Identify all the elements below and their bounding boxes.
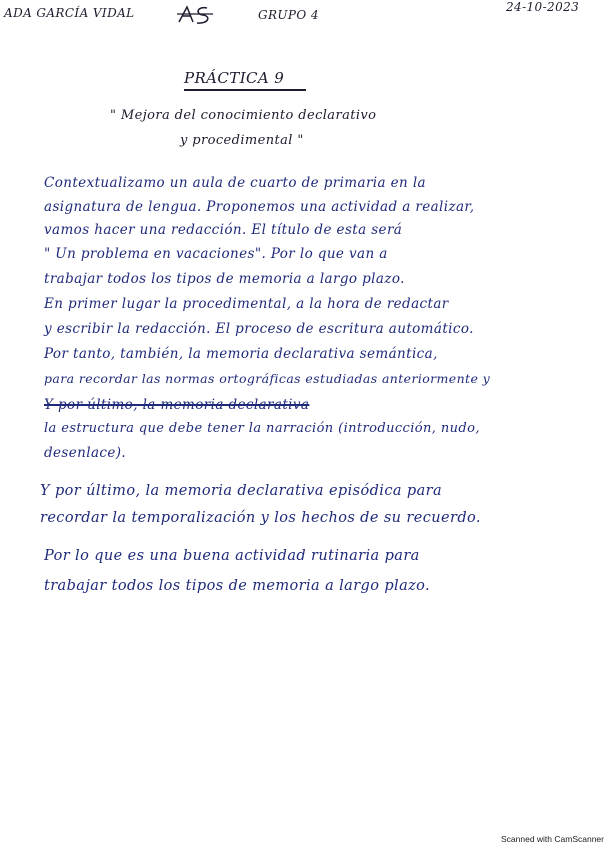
struck-text-line: Y por último, la memoria declarativa	[44, 397, 310, 413]
scanner-watermark: Scanned with CamScanner	[500, 834, 604, 844]
signature-icon	[177, 4, 213, 26]
text-line: Contextualizamo un aula de cuarto de primaria en la	[44, 175, 427, 191]
text-line: asignatura de lengua. Proponemos una actividad a realizar,	[44, 199, 475, 215]
student-name: ADA GARCÍA VIDAL	[4, 6, 135, 20]
text-line: " Un problema en vacaciones". Por lo que van a	[44, 246, 388, 262]
text-line: Por lo que es una buena actividad rutinaria para	[44, 548, 420, 564]
group-label: GRUPO 4	[258, 8, 319, 22]
text-line: trabajar todos los tipos de memoria a largo plazo.	[44, 578, 431, 594]
text-line: Por tanto, también, la memoria declarativa semántica,	[44, 346, 438, 362]
text-line: recordar la temporalización y los hechos de su recuerdo.	[40, 510, 481, 526]
title-underline	[184, 89, 306, 91]
text-line: trabajar todos los tipos de memoria a largo plazo.	[44, 271, 405, 287]
text-line: la estructura que debe tener la narración (introducción, nudo,	[44, 421, 480, 436]
text-line: En primer lugar la procedimental, a la hora de redactar	[44, 296, 449, 312]
text-line: desenlace).	[44, 445, 127, 461]
date-label: 24-10-2023	[506, 0, 580, 14]
subtitle-line-1: " Mejora del conocimiento declarativo	[110, 108, 377, 123]
page-title: PRÁCTICA 9	[184, 69, 285, 87]
text-line: y escribir la redacción. El proceso de escritura automático.	[44, 321, 474, 337]
subtitle-line-2: y procedimental "	[180, 133, 304, 148]
text-line: vamos hacer una redacción. El título de esta será	[44, 222, 403, 238]
text-line: para recordar las normas ortográficas estudiadas anteriormente y	[44, 371, 491, 386]
text-line: Y por último, la memoria declarativa episódica para	[40, 483, 443, 499]
